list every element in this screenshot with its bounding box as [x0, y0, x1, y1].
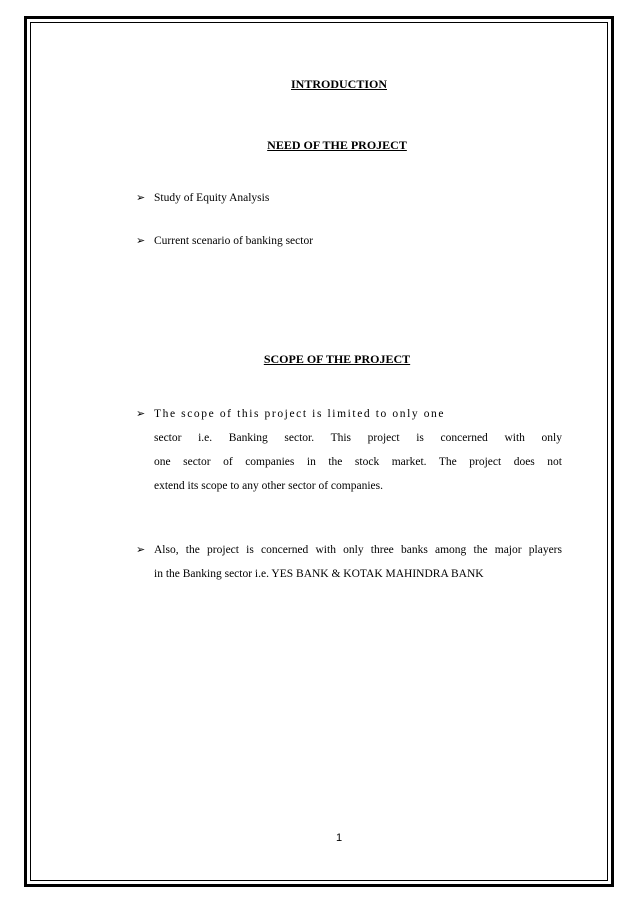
scope-item-1-line-4: extend its scope to any other sector of companies. — [154, 480, 383, 492]
page-number: 1 — [335, 832, 343, 844]
scope-item-1-line-3: one sector of companies in the stock market. The project does not — [154, 456, 562, 468]
need-of-project-heading: NEED OF THE PROJECT — [267, 138, 407, 152]
scope-item-1-line-2: sector i.e. Banking sector. This project is concerned with only — [154, 432, 562, 444]
need-item-2 — [136, 229, 313, 253]
scope-of-project-heading: SCOPE OF THE PROJECT — [263, 352, 411, 366]
scope-item-2-line-1: Also, the project is concerned with only three banks among the major players — [154, 544, 562, 556]
scope-item-1 — [136, 402, 562, 498]
arrow-bullet-icon: ➢ — [136, 407, 146, 420]
scope-item-1-line-1: The scope of this project is limited to only one — [154, 408, 446, 420]
need-item-text: Study of Equity Analysis — [154, 192, 270, 204]
scope-item-2-line-2: in the Banking sector i.e. YES BANK & KOTAK MAHINDRA BANK — [154, 568, 484, 580]
scope-item-2 — [136, 538, 562, 586]
arrow-bullet-icon: ➢ — [136, 191, 146, 204]
need-item-text: Current scenario of banking sector — [154, 235, 314, 247]
need-item-1 — [136, 186, 269, 210]
arrow-bullet-icon: ➢ — [136, 543, 146, 556]
arrow-bullet-icon: ➢ — [136, 234, 146, 247]
introduction-heading: INTRODUCTION — [290, 77, 387, 91]
